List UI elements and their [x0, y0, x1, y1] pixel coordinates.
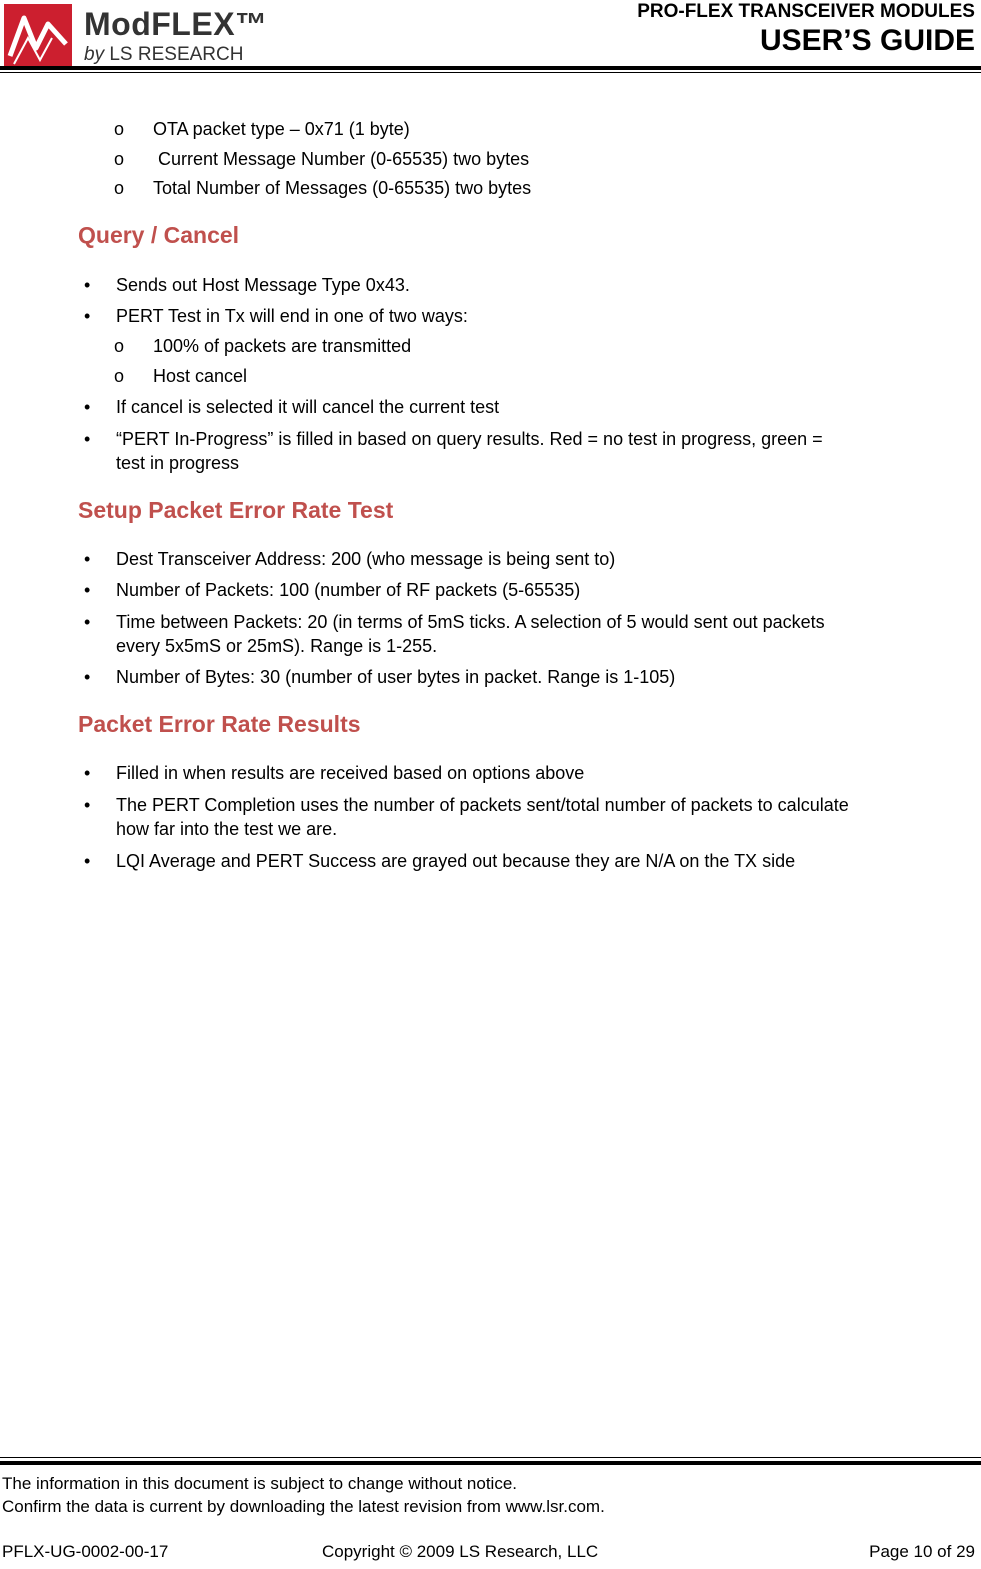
- footer-doc-id: PFLX-UG-0002-00-17: [2, 1542, 169, 1561]
- sub-bullet-marker: o: [114, 149, 125, 169]
- list-item: “PERT In-Progress” is filled in based on query results. Red = no test in progress, green =: [116, 429, 823, 449]
- bullet-marker: •: [84, 429, 91, 449]
- sub-bullet-marker: o: [114, 336, 125, 356]
- list-item: Filled in when results are received based on options above: [116, 763, 585, 783]
- list-item: Total Number of Messages (0-65535) two bytes: [153, 178, 532, 198]
- bullet-marker: •: [84, 397, 91, 417]
- bullet-marker: •: [84, 795, 91, 815]
- footer-copyright: Copyright © 2009 LS Research, LLC: [322, 1542, 599, 1561]
- bullet-marker: •: [84, 667, 91, 687]
- bullet-marker: •: [84, 612, 91, 632]
- logo-company: LS RESEARCH: [109, 44, 244, 65]
- bullet-marker: •: [84, 275, 91, 295]
- list-item: Current Message Number (0-65535) two bytes: [153, 149, 530, 169]
- bullet-marker: •: [84, 851, 91, 871]
- list-item: LQI Average and PERT Success are grayed out because they are N/A on the TX side: [116, 851, 796, 871]
- list-item-continuation: test in progress: [116, 453, 240, 473]
- list-item: OTA packet type – 0x71 (1 byte): [153, 119, 410, 139]
- bullet-marker: •: [84, 549, 91, 569]
- bullet-marker: •: [84, 763, 91, 783]
- bullet-marker: •: [84, 306, 91, 326]
- logo-tagline: [84, 44, 243, 66]
- list-item: Time between Packets: 20 (in terms of 5mS ticks. A selection of 5 would sent out packets: [116, 612, 825, 632]
- list-item: Number of Packets: 100 (number of RF packets (5-65535): [116, 580, 581, 600]
- section-heading-results: Packet Error Rate Results: [78, 711, 361, 737]
- header-rule-thin: [0, 72, 981, 73]
- list-item: 100% of packets are transmitted: [153, 336, 412, 356]
- footer-notice-line1: The information in this document is subject to change without notice.: [2, 1474, 518, 1493]
- bullet-marker: •: [84, 580, 91, 600]
- footer-notice-line2: Confirm the data is current by downloading the latest revision from www.lsr.com.: [2, 1497, 605, 1516]
- logo-mark: [4, 4, 72, 68]
- doc-title-line2: USER’S GUIDE: [759, 24, 975, 57]
- sub-bullet-marker: o: [114, 119, 125, 139]
- list-item-continuation: every 5x5mS or 25mS). Range is 1-255.: [116, 636, 438, 656]
- footer-page-number: Page 10 of 29: [869, 1542, 975, 1561]
- footer-rule-thin: [0, 1457, 981, 1458]
- company-logo: [4, 4, 284, 68]
- logo-mark-icon: [4, 4, 72, 68]
- sub-bullet-marker: o: [114, 178, 125, 198]
- list-item: PERT Test in Tx will end in one of two ways:: [116, 306, 468, 326]
- sub-bullet-marker: o: [114, 366, 125, 386]
- logo-by: by: [84, 44, 105, 65]
- list-item: Sends out Host Message Type 0x43.: [116, 275, 410, 295]
- list-item: If cancel is selected it will cancel the current test: [116, 397, 500, 417]
- footer-rule-thick: [0, 1461, 981, 1465]
- section-heading-setup: Setup Packet Error Rate Test: [78, 497, 394, 523]
- section-heading-query: Query / Cancel: [78, 222, 240, 248]
- doc-title-line1: PRO-FLEX TRANSCEIVER MODULES: [637, 1, 975, 22]
- list-item: The PERT Completion uses the number of packets sent/total number of packets to calculate: [116, 795, 849, 815]
- list-item: Dest Transceiver Address: 200 (who message is being sent to): [116, 549, 616, 569]
- list-item: Host cancel: [153, 366, 248, 386]
- header-rule-thick: [0, 66, 981, 70]
- list-item: Number of Bytes: 30 (number of user bytes in packet. Range is 1-105): [116, 667, 676, 687]
- list-item-continuation: how far into the test we are.: [116, 819, 338, 839]
- logo-name: ModFLEX™: [84, 6, 268, 42]
